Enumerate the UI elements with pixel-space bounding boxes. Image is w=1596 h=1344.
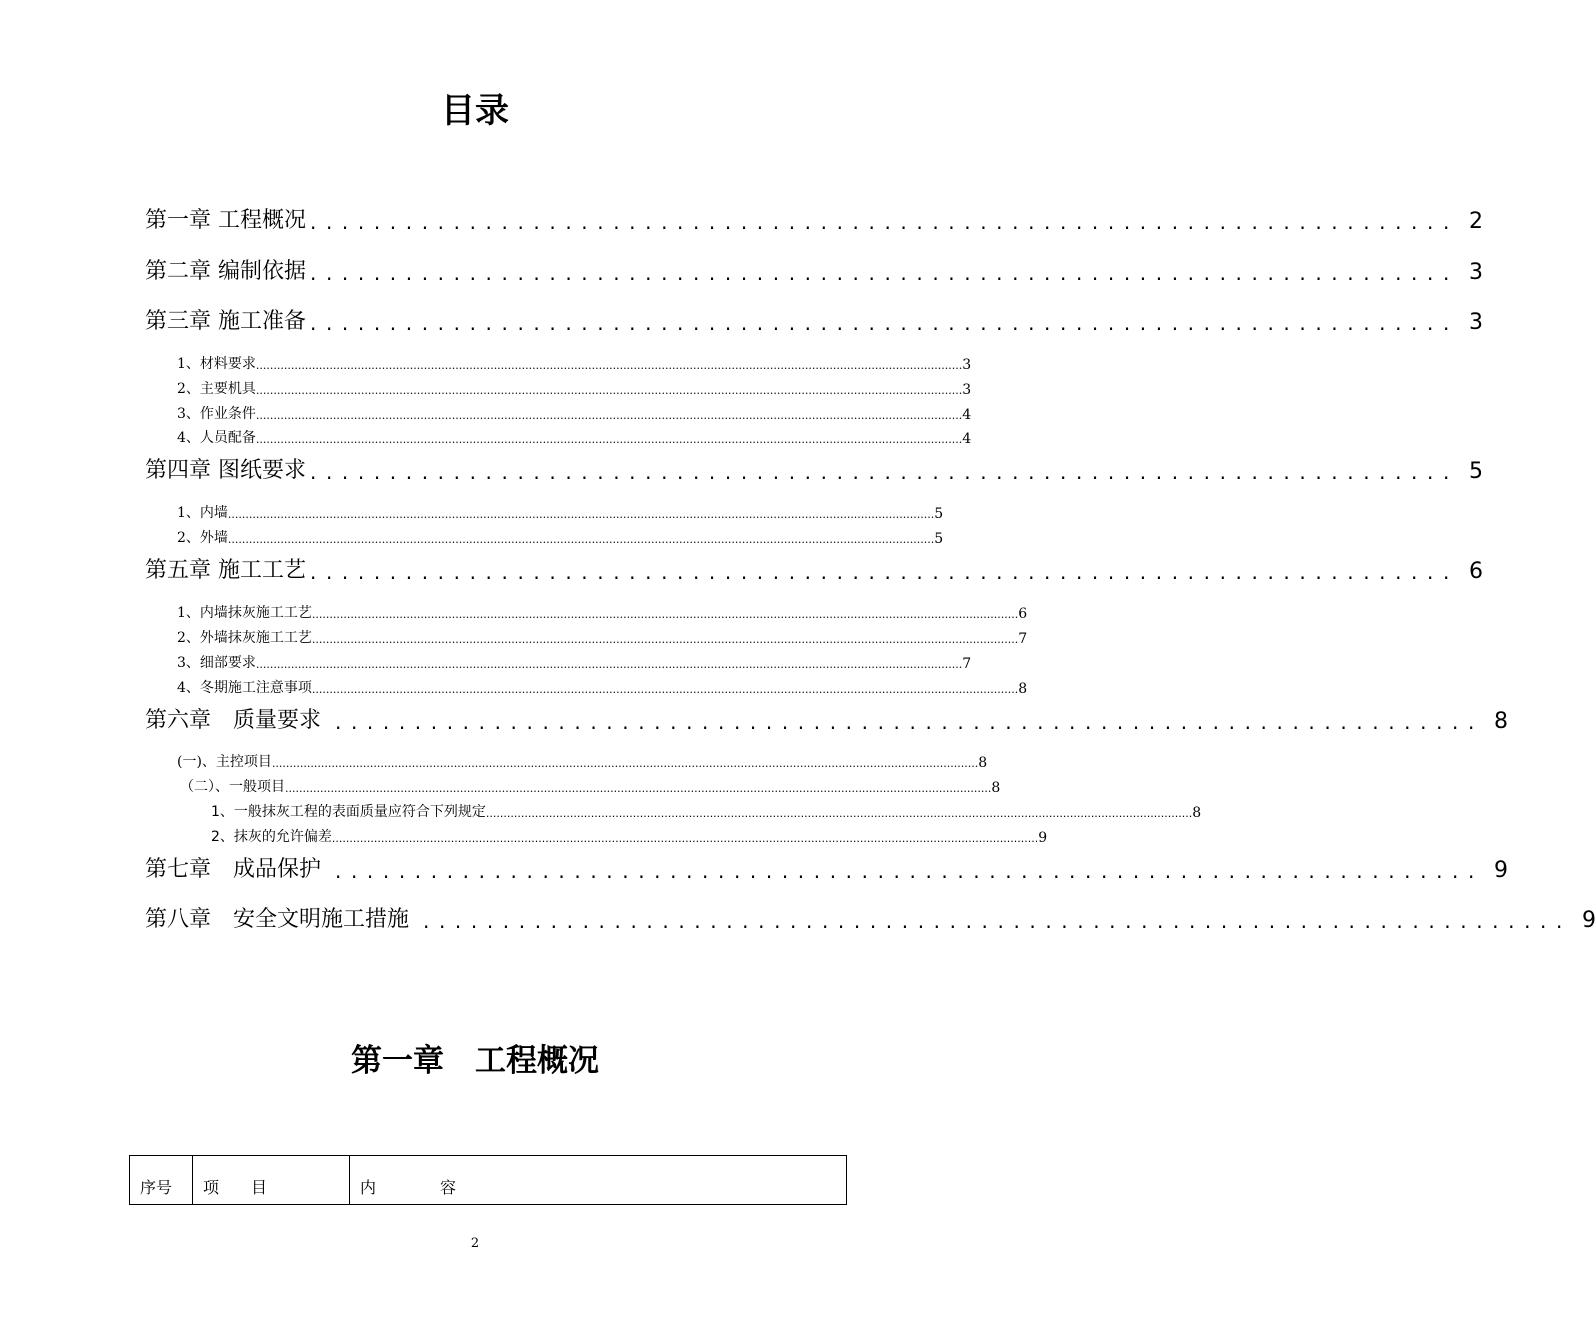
toc-subitem-title: 2、抹灰的允许偏差 — [211, 829, 332, 845]
toc-page-number: 3 — [1468, 310, 1483, 335]
page-number: 2 — [470, 1236, 480, 1251]
toc-chapter-2[interactable] — [145, 251, 1483, 285]
toc-leader: ........................................................................ — [310, 210, 1459, 234]
toc-leader: ........................................................................ — [310, 311, 1459, 335]
toc-leader: .......................................................................................................................................................................................................... — [255, 409, 963, 422]
toc-chapter-title: 第四章 图纸要求 — [145, 458, 306, 483]
toc-subitem[interactable] — [177, 401, 972, 423]
toc-page-number: 5 — [934, 531, 944, 547]
toc-chapter-title: 第二章 编制依据 — [145, 259, 306, 284]
toc-page-number: 3 — [1468, 260, 1483, 285]
toc-leader: .......................................................................................................................................................................................................... — [485, 807, 1193, 820]
toc-page-number: 5 — [1468, 459, 1483, 484]
toc-chapter-title: 第七章 成品保护 — [145, 857, 322, 882]
toc-page-number: 3 — [962, 357, 972, 373]
toc-leader: .......................................................................................................................................................................................................... — [271, 757, 979, 770]
toc-subitem[interactable] — [177, 525, 944, 547]
toc-subitem[interactable] — [177, 600, 1028, 622]
toc-page-number: 9 — [1038, 830, 1048, 846]
toc-page-number: 2 — [1468, 209, 1483, 234]
toc-leader: .......................................................................................................................................................................................................... — [255, 433, 963, 446]
toc-page-number: 6 — [1468, 559, 1483, 584]
toc-page-number: 7 — [962, 656, 972, 672]
toc-leader: ........................................................................ — [310, 460, 1459, 484]
toc-subitem[interactable] — [177, 500, 944, 522]
toc-subitem-title: 4、人员配备 — [177, 430, 256, 446]
toc-subitem[interactable] — [211, 799, 1202, 821]
table-header-cell: 序号 — [130, 1156, 193, 1205]
table-header-row — [130, 1156, 847, 1205]
toc-page-number: 4 — [962, 407, 972, 423]
toc-subitem-title: 1、一般抹灰工程的表面质量应符合下列规定 — [211, 804, 486, 820]
toc-leader: ........................................................................ — [335, 859, 1484, 883]
toc-subitem[interactable] — [211, 824, 1048, 846]
toc-subitem-title: 1、内墙 — [177, 505, 228, 521]
toc-chapter-3[interactable] — [145, 301, 1483, 335]
toc-subitem[interactable] — [177, 650, 972, 672]
toc-chapter-5[interactable] — [145, 550, 1483, 584]
toc-subitem-title: (一)、主控项目 — [177, 754, 272, 770]
toc-chapter-title: 第六章 质量要求 — [145, 708, 322, 733]
toc-leader: .......................................................................................................................................................................................................... — [311, 683, 1019, 696]
table-header-cell: 内 容 — [350, 1156, 847, 1205]
toc-page-number: 8 — [1192, 805, 1202, 821]
toc-subitem-title: 4、冬期施工注意事项 — [177, 680, 312, 696]
toc-subitem[interactable] — [180, 774, 1001, 796]
toc-subitem[interactable] — [177, 625, 1028, 647]
toc-subitem-title: 1、材料要求 — [177, 356, 256, 372]
toc-leader: ........................................................................ — [423, 909, 1572, 933]
toc-leader: ........................................................................ — [310, 560, 1459, 584]
toc-page-number: 6 — [1018, 606, 1028, 622]
toc-chapter-title: 第五章 施工工艺 — [145, 558, 306, 583]
toc-chapter-title: 第三章 施工准备 — [145, 309, 306, 334]
toc-leader: .......................................................................................................................................................................................................... — [311, 633, 1019, 646]
toc-page-number: 8 — [978, 755, 988, 771]
toc-subitem[interactable] — [177, 425, 972, 447]
toc-subitem[interactable] — [177, 675, 1028, 697]
toc-chapter-6[interactable] — [145, 700, 1508, 734]
table-header-cell: 项 目 — [193, 1156, 350, 1205]
toc-leader: .......................................................................................................................................................................................................... — [255, 658, 963, 671]
toc-subitem-title: 1、内墙抹灰施工工艺 — [177, 605, 312, 621]
toc-leader: .......................................................................................................................................................................................................... — [285, 782, 992, 795]
toc-page-number: 3 — [962, 382, 972, 398]
toc-subitem-title: 3、细部要求 — [177, 655, 256, 671]
toc-page-number: 8 — [1018, 681, 1028, 697]
toc-chapter-title: 第一章 工程概况 — [145, 208, 306, 233]
toc-chapter-7[interactable] — [145, 849, 1508, 883]
toc-title: 目录 — [441, 91, 509, 131]
toc-subitem-title: 2、主要机具 — [177, 381, 256, 397]
toc-leader: ........................................................................ — [310, 261, 1459, 285]
toc-leader: .......................................................................................................................................................................................................... — [331, 832, 1039, 845]
toc-page-number: 7 — [1018, 631, 1028, 647]
toc-page-number: 9 — [1581, 908, 1596, 933]
toc-subitem-title: （二）、一般项目 — [180, 779, 285, 795]
toc-page-number: 8 — [991, 780, 1001, 796]
toc-subitem[interactable] — [177, 376, 972, 398]
toc-chapter-8[interactable] — [145, 899, 1596, 933]
toc-leader: .......................................................................................................................................................................................................... — [227, 508, 935, 521]
toc-subitem[interactable] — [177, 749, 988, 771]
toc-subitem-title: 2、外墙 — [177, 530, 228, 546]
toc-page-number: 4 — [962, 431, 972, 447]
toc-page-number: 8 — [1493, 709, 1508, 734]
toc-subitem-title: 2、外墙抹灰施工工艺 — [177, 630, 312, 646]
toc-page-number: 5 — [934, 506, 944, 522]
toc-leader: .......................................................................................................................................................................................................... — [227, 533, 935, 546]
toc-leader: .......................................................................................................................................................................................................... — [311, 608, 1019, 621]
toc-leader: ........................................................................ — [335, 710, 1484, 734]
toc-leader: .......................................................................................................................................................................................................... — [255, 384, 963, 397]
toc-subitem-title: 3、作业条件 — [177, 406, 256, 422]
toc-page-number: 9 — [1493, 858, 1508, 883]
toc-subitem[interactable] — [177, 351, 972, 373]
toc-chapter-title: 第八章 安全文明施工措施 — [145, 907, 410, 932]
chapter-heading: 第一章 工程概况 — [351, 1043, 599, 1079]
project-overview-table — [129, 1155, 847, 1205]
toc-chapter-4[interactable] — [145, 450, 1483, 484]
toc-chapter-1[interactable] — [145, 200, 1483, 234]
toc-leader: .......................................................................................................................................................................................................... — [255, 359, 963, 372]
